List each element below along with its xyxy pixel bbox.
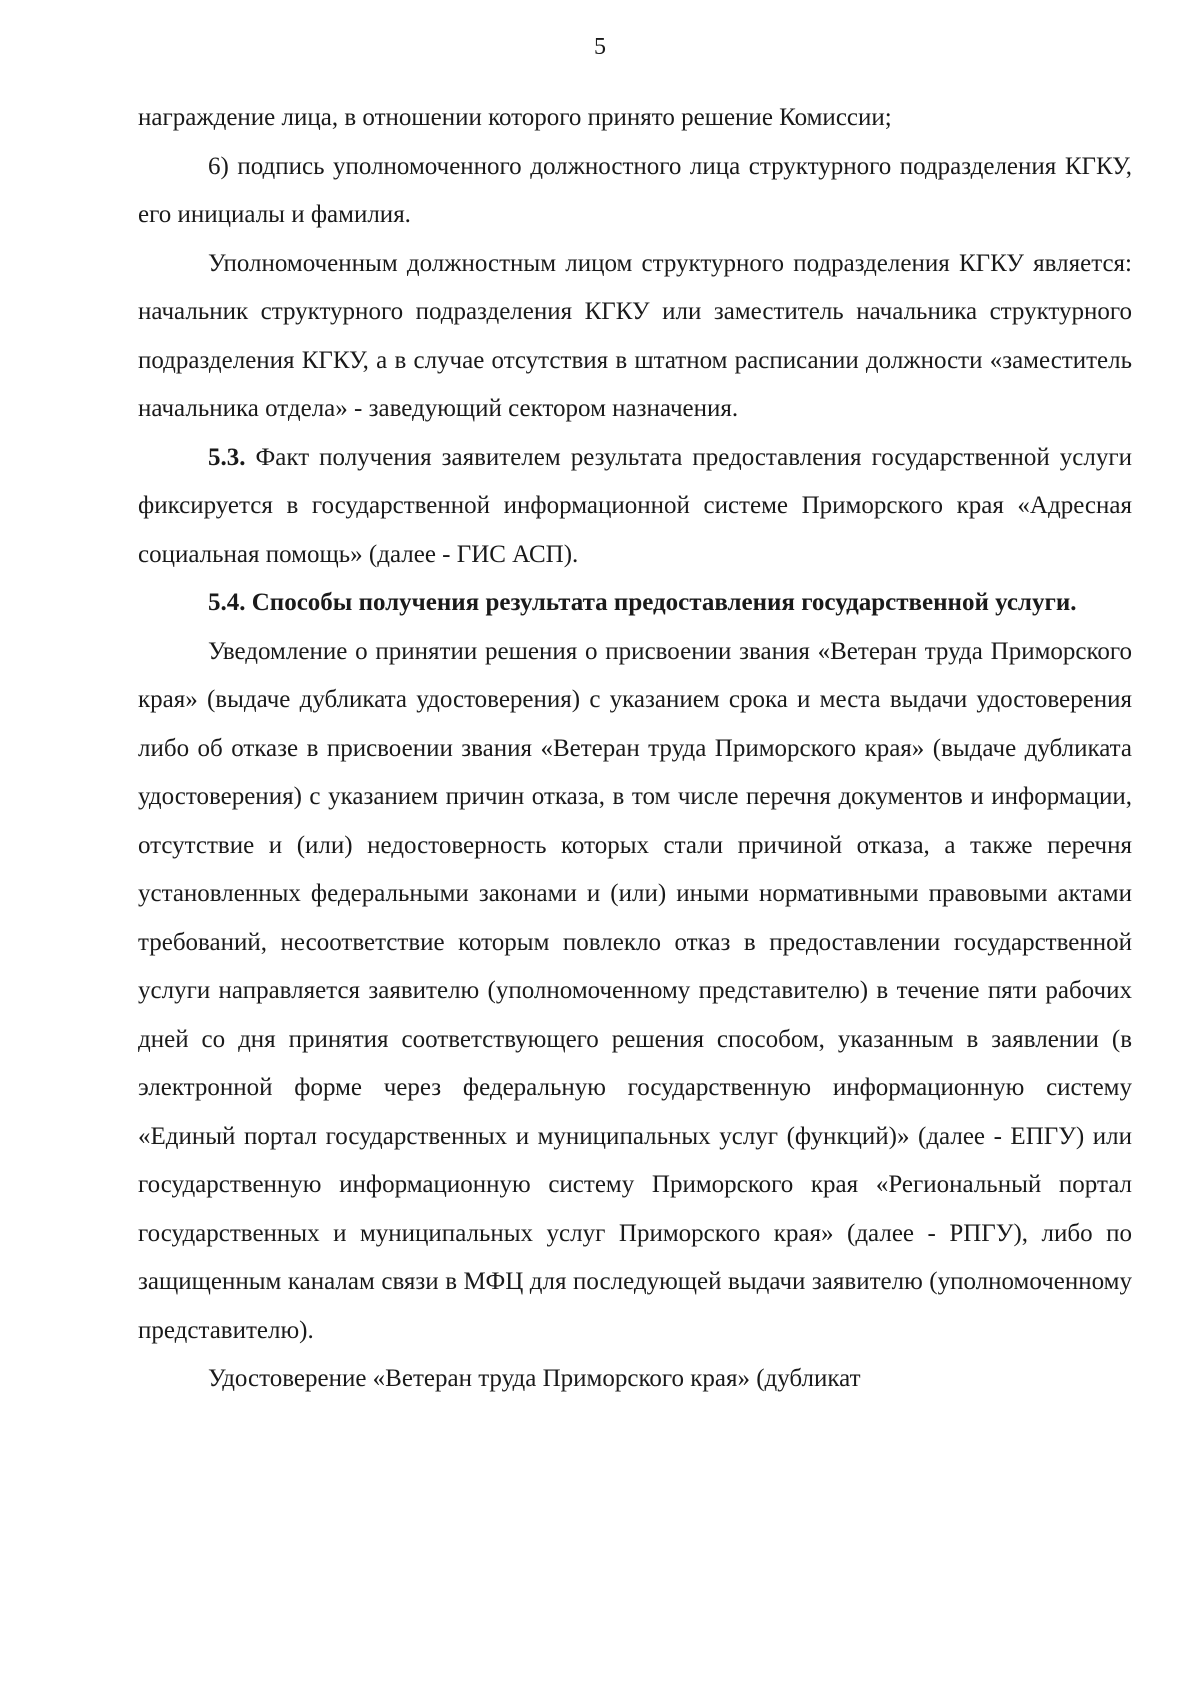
page-number: 5 bbox=[594, 34, 606, 60]
section-heading: 5.4. Способы получения результата предоставления государственной услуги. bbox=[208, 589, 1077, 616]
paragraph-5: Уведомление о принятии решения о присвоении звания «Ветеран труда Приморского края» (выдаче дубликата удостоверения) с указанием срока и места выдачи удостоверения либо об отказе в присвоении звания «Ветеран труда Приморского края» (выдаче дубликата удостоверения) с указанием причин отказа, в том числе перечня документов и информации, отсутствие и (или) недостоверность которых стали причиной отказа, а также перечня установленных федеральными законами и (или) иными нормативными правовыми актами требований, несоответствие которым повлекло отказ в предоставлении государственной услуги направляется заявителю (уполномоченному представителю) в течение пяти рабочих дней со дня принятия соответствующего решения способом, указанным в заявлении (в электронной форме через федеральную государственную информационную систему «Единый портал государственных и муниципальных услуг (функций)» (далее - ЕПГУ) или государственную информационную систему Приморского края «Региональный портал государственных и муниципальных услуг Приморского края» (далее - РПГУ), либо по защищенным каналам связи в МФЦ для последующей выдачи заявителю (уполномоченному представителю). bbox=[138, 637, 1132, 1344]
document-body bbox=[138, 94, 1132, 1404]
section-number: 5.3. bbox=[208, 443, 246, 471]
paragraph-4 bbox=[138, 434, 1132, 580]
paragraph-3: Уполномоченным должностным лицом структурного подразделения КГКУ является: начальник структурного подразделения КГКУ или заместитель начальника структурного подразделения КГКУ, а в случае отсутствия в штатном расписании должности «заместитель начальника отдела» - заведующий сектором назначения. bbox=[138, 249, 1132, 422]
paragraph-2: 6) подпись уполномоченного должностного лица структурного подразделения КГКУ, его инициалы и фамилия. bbox=[138, 152, 1132, 228]
paragraph-4-text: Факт получения заявителем результата предоставления государственной услуги фиксируется в государственной информационной системе Приморского края «Адресная социальная помощь» (далее - ГИС АСП). bbox=[138, 443, 1132, 568]
paragraph-1: награждение лица, в отношении которого принято решение Комиссии; bbox=[138, 104, 892, 131]
paragraph-6: Удостоверение «Ветеран труда Приморского края» (дубликат bbox=[208, 1365, 861, 1392]
